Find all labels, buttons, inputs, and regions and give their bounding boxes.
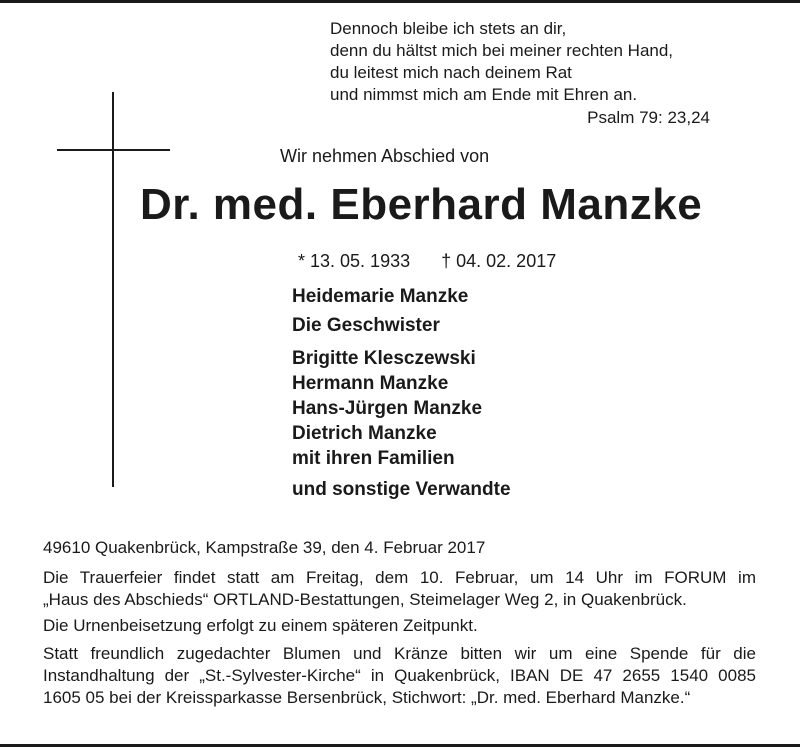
urn-note: Die Urnenbeisetzung erfolgt zu einem späteren Zeitpunkt. (43, 616, 478, 635)
quote-line: Dennoch bleibe ich stets an dir, (330, 19, 567, 38)
bible-quote (330, 18, 710, 129)
notice-body (43, 537, 756, 713)
family-member: Heidemarie Manzke (292, 286, 469, 307)
address-line: 49610 Quakenbrück, Kampstraße 39, den 4. Februar 2017 (43, 538, 486, 557)
quote-reference: Psalm 79: 23,24 (587, 108, 710, 127)
death-date: † 04. 02. 2017 (441, 251, 557, 271)
service-line: „Haus des Abschieds“ ORTLAND-Bestattungen, Steimelager Weg 2, in Quakenbrück. (43, 590, 687, 609)
birth-date: * 13. 05. 1933 (298, 251, 411, 271)
cross-icon-horizontal (57, 149, 170, 151)
family-member: Dietrich Manzke (292, 423, 437, 444)
service-line: Die Trauerfeier findet statt am Freitag, dem 10. Februar, um 14 Uhr im FORUM im (43, 568, 756, 587)
quote-line: und nimmst mich am Ende mit Ehren an. (330, 85, 638, 104)
donation-line: Instandhaltung der „St.-Sylvester-Kirche“ in Quakenbrück, IBAN DE 47 2655 1540 0085 (43, 666, 756, 685)
quote-line: denn du hältst mich bei meiner rechten Hand, (330, 41, 674, 60)
family-member: mit ihren Familien (292, 448, 455, 469)
family-member: Hermann Manzke (292, 373, 449, 394)
family-member: Die Geschwister (292, 315, 440, 336)
family-member: und sonstige Verwandte (292, 479, 511, 500)
family-list (292, 284, 511, 502)
cross-icon-vertical (112, 92, 114, 487)
deceased-name: Dr. med. Eberhard Manzke (140, 180, 703, 229)
top-border (0, 0, 800, 3)
family-member: Hans-Jürgen Manzke (292, 398, 483, 419)
family-member: Brigitte Klesczewski (292, 348, 476, 369)
life-dates (298, 251, 556, 272)
quote-line: du leitest mich nach deinem Rat (330, 63, 572, 82)
donation-line: Statt freundlich zugedachter Blumen und Kränze bitten wir um eine Spende für die (43, 644, 756, 663)
intro-text: Wir nehmen Abschied von (280, 146, 490, 166)
donation-line: 1605 05 bei der Kreissparkasse Bersenbrück, Stichwort: „Dr. med. Eberhard Manzke.“ (43, 688, 691, 707)
